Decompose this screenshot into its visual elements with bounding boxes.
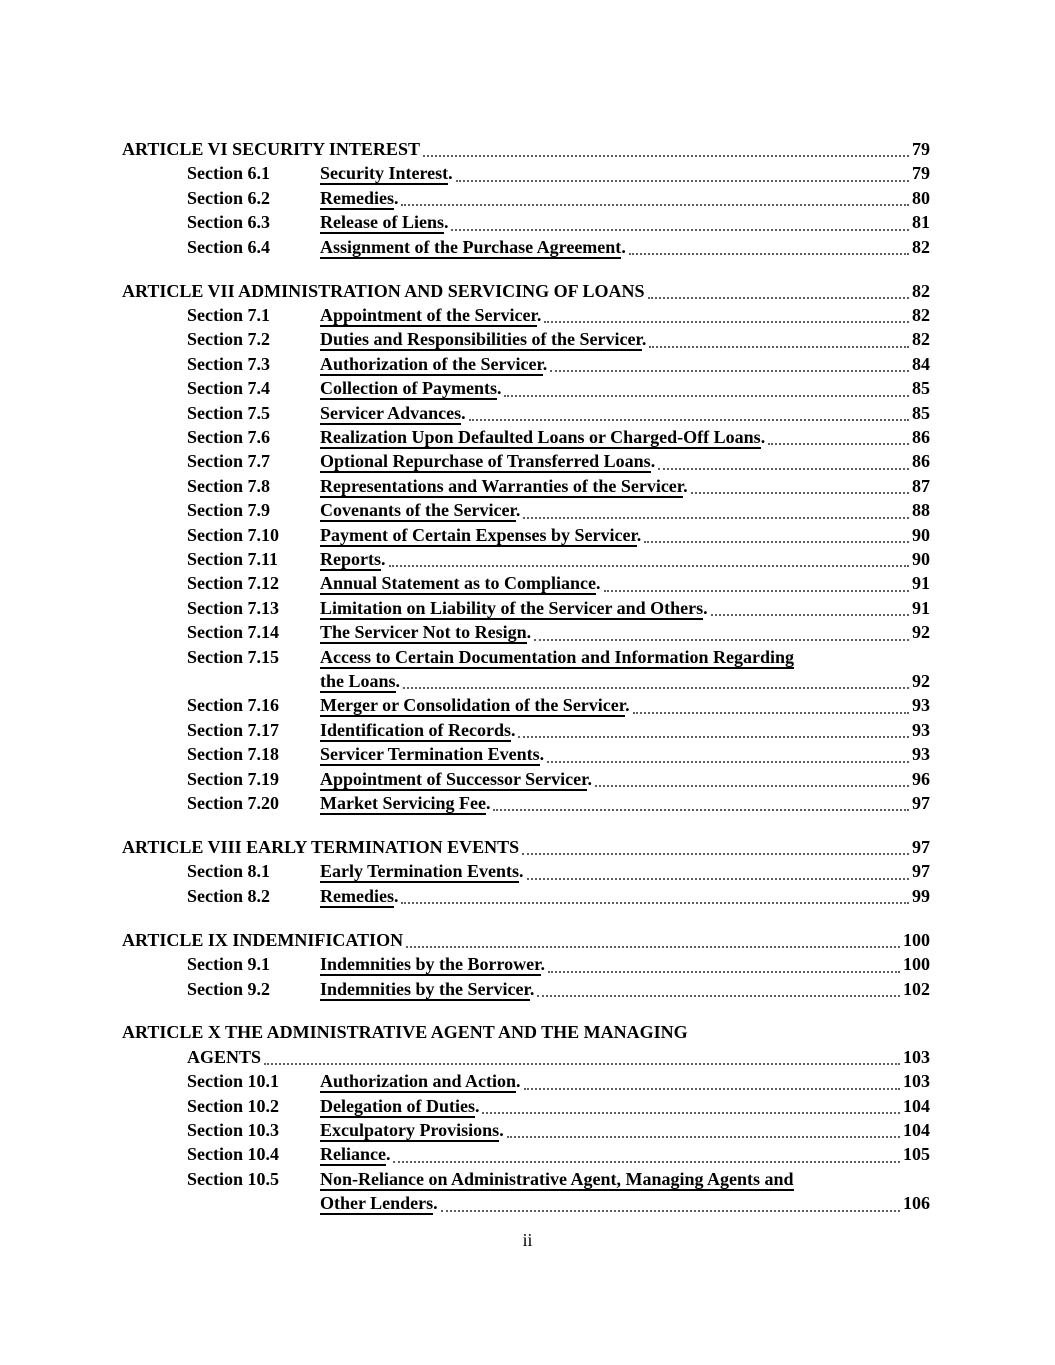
- section-label: Section 9.1: [187, 954, 270, 975]
- dot-leader: [523, 517, 909, 519]
- section-title-text: Non-Reliance on Administrative Agent, Managing Agents and: [320, 1168, 794, 1189]
- dot-leader: [522, 853, 909, 855]
- article-title-line2: AGENTS: [187, 1046, 262, 1067]
- dot-leader: [469, 419, 909, 421]
- toc-section-row: [122, 547, 930, 571]
- section-title: [320, 952, 545, 976]
- section-label: Section 7.4: [187, 378, 270, 399]
- section-title: [320, 742, 544, 766]
- dot-leader: [401, 204, 909, 206]
- section-page-number: 93: [912, 719, 930, 740]
- article-title: ARTICLE VIII EARLY TERMINATION EVENTS: [122, 836, 520, 857]
- title-period: .: [385, 1144, 391, 1165]
- toc-section-row: [122, 352, 930, 376]
- section-label: Section 9.2: [187, 978, 270, 999]
- section-page-number: 82: [912, 236, 930, 257]
- section-title: [320, 1118, 504, 1142]
- section-title-text: Market Servicing Fee: [320, 793, 486, 814]
- title-period: .: [683, 475, 688, 496]
- section-label: Section 8.2: [187, 885, 270, 906]
- section-page-number: 82: [912, 329, 930, 350]
- article-title: ARTICLE VII ADMINISTRATION AND SERVICING OF LOANS: [122, 280, 645, 301]
- title-period: .: [485, 793, 491, 814]
- section-title: [320, 210, 448, 234]
- dot-leader: [507, 1136, 900, 1138]
- section-label-spacer: [187, 669, 320, 693]
- section-title-text: Merger or Consolidation of the Servicer: [320, 695, 626, 716]
- dot-leader: [393, 1161, 900, 1163]
- section-page-number: 91: [912, 573, 930, 594]
- section-title: [320, 571, 601, 595]
- section-page-number: 87: [912, 475, 930, 496]
- section-title: [320, 1191, 438, 1215]
- section-title: [320, 425, 765, 449]
- section-page-number: 100: [903, 954, 930, 975]
- section-title-text: Indemnities by the Servicer: [320, 978, 530, 999]
- toc-section-row: [122, 425, 930, 449]
- dot-leader: [493, 809, 909, 811]
- section-title: [320, 523, 641, 547]
- section-page-number: 86: [912, 451, 930, 472]
- section-title-text: Authorization and Action: [320, 1071, 517, 1092]
- title-period: .: [539, 744, 545, 765]
- toc-section-row: [122, 1094, 930, 1118]
- title-period: .: [510, 719, 516, 740]
- section-page-number: 86: [912, 426, 930, 447]
- dot-leader: [518, 736, 909, 738]
- title-period: .: [515, 500, 521, 521]
- section-page-number: 103: [903, 1071, 930, 1092]
- section-title-text: Appointment of the Servicer: [320, 304, 537, 325]
- toc-section-row: [122, 1142, 930, 1166]
- article-page-number: 97: [912, 836, 930, 857]
- section-title-text: Servicer Termination Events: [320, 744, 540, 765]
- toc-section-row: [122, 693, 930, 717]
- toc-section-row-continued: [122, 1191, 930, 1215]
- dot-leader: [264, 1063, 900, 1065]
- section-page-number: 99: [912, 885, 930, 906]
- section-title-text: Reports: [320, 549, 381, 569]
- section-title-text: Reliance: [320, 1144, 386, 1165]
- toc-section-row: [122, 1069, 930, 1093]
- section-title: [320, 303, 541, 327]
- toc-section-row: [122, 186, 930, 210]
- section-page-number: 106: [903, 1193, 930, 1214]
- section-title: [320, 547, 386, 571]
- section-page-number: 84: [912, 353, 930, 374]
- toc-section-row: [122, 977, 930, 1001]
- section-title-text: Indemnities by the Borrower: [320, 954, 541, 975]
- article-heading-row: [122, 137, 930, 161]
- section-label: Section 7.19: [187, 768, 279, 789]
- section-title: [320, 474, 688, 498]
- toc-section-row: [122, 235, 930, 259]
- section-page-number: 92: [912, 671, 930, 692]
- dot-leader: [648, 297, 909, 299]
- title-period: .: [516, 1071, 521, 1092]
- section-title-text: Release of Liens: [320, 212, 444, 233]
- section-title-text: Collection of Payments: [320, 378, 497, 399]
- section-label: Section 6.3: [187, 212, 270, 233]
- title-period: .: [760, 426, 766, 447]
- section-title: [320, 669, 400, 693]
- section-title-text: Identification of Records: [320, 719, 511, 740]
- section-page-number: 92: [912, 622, 930, 643]
- section-label: Section 7.11: [187, 549, 279, 569]
- toc-section-row: [122, 884, 930, 908]
- section-title-text: Duties and Responsibilities of the Servicer: [320, 329, 642, 350]
- section-page-number: 97: [912, 861, 930, 882]
- title-period: .: [529, 978, 535, 999]
- title-period: .: [650, 451, 656, 472]
- section-label: Section 10.4: [187, 1144, 279, 1165]
- section-title: [320, 327, 646, 351]
- section-label: Section 7.7: [187, 451, 270, 472]
- title-period: .: [526, 622, 532, 643]
- section-label: Section 10.5: [187, 1168, 279, 1189]
- title-period: .: [499, 1120, 504, 1141]
- section-title: [320, 977, 534, 1001]
- section-label: Section 7.15: [187, 646, 279, 667]
- dot-leader: [711, 614, 909, 616]
- dot-leader: [644, 541, 909, 543]
- section-title: [320, 401, 466, 425]
- section-label: Section 7.1: [187, 304, 270, 325]
- dot-leader: [406, 946, 900, 948]
- section-label: Section 7.18: [187, 744, 279, 765]
- section-title: [320, 596, 708, 620]
- article-page-number: 79: [912, 139, 930, 159]
- section-label: Section 7.14: [187, 622, 279, 643]
- title-period: .: [448, 163, 453, 184]
- toc-section-row: [122, 1118, 930, 1142]
- article-heading-row: [122, 1020, 930, 1044]
- section-label: Section 7.5: [187, 402, 270, 423]
- section-title: [320, 376, 501, 400]
- section-label: Section 7.13: [187, 597, 279, 618]
- toc-section-row: [122, 449, 930, 473]
- dot-leader: [482, 1112, 900, 1114]
- section-page-number: 104: [903, 1095, 930, 1116]
- toc-section-row: [122, 596, 930, 620]
- section-label: Section 7.2: [187, 329, 270, 350]
- section-label: Section 7.12: [187, 573, 279, 594]
- title-period: .: [636, 524, 642, 545]
- section-title: [320, 693, 630, 717]
- title-period: .: [496, 378, 502, 399]
- title-period: .: [596, 573, 601, 594]
- toc-list: [122, 137, 930, 1216]
- toc-section-row: [122, 303, 930, 327]
- dot-leader: [401, 902, 909, 904]
- section-title-text: Representations and Warranties of the Servicer: [320, 475, 684, 496]
- section-title: [320, 859, 524, 883]
- section-title: [320, 791, 490, 815]
- toc-section-row: [122, 742, 930, 766]
- toc-section-row: [122, 859, 930, 883]
- title-period: .: [393, 187, 399, 208]
- toc-section-row: [122, 498, 930, 522]
- footer-page-number: ii: [522, 1230, 533, 1250]
- dot-leader: [595, 785, 909, 787]
- section-label: Section 10.3: [187, 1120, 279, 1141]
- section-label: Section 7.6: [187, 426, 270, 447]
- title-period: .: [703, 597, 708, 618]
- section-title-text: Optional Repurchase of Transferred Loans: [320, 451, 651, 472]
- toc-section-row: [122, 327, 930, 351]
- section-label: Section 7.10: [187, 524, 279, 545]
- section-title-text: Authorization of the Servicer: [320, 353, 543, 374]
- section-title-text: Access to Certain Documentation and Information Regarding: [320, 646, 794, 667]
- section-title: [320, 645, 794, 669]
- title-period: .: [443, 212, 449, 233]
- section-title: [320, 1069, 521, 1093]
- section-title-text-line2: Other Lenders: [320, 1193, 434, 1214]
- toc-section-row-continued: [122, 669, 930, 693]
- dot-leader: [451, 229, 909, 231]
- toc-section-row: [122, 401, 930, 425]
- section-title-text: Remedies: [320, 187, 394, 208]
- section-label: Section 6.2: [187, 187, 270, 208]
- section-page-number: 91: [912, 597, 930, 618]
- dot-leader: [504, 395, 909, 397]
- toc-section-row: [122, 718, 930, 742]
- section-title-text: Servicer Advances: [320, 402, 462, 423]
- article-page-number: 82: [912, 280, 930, 301]
- section-title: [320, 449, 655, 473]
- dot-leader: [649, 346, 909, 348]
- section-page-number: 93: [912, 695, 930, 716]
- section-label: Section 7.3: [187, 353, 270, 374]
- section-label: Section 7.8: [187, 475, 270, 496]
- section-page-number: 85: [912, 402, 930, 423]
- dot-leader: [548, 971, 900, 973]
- toc-section-row: [122, 620, 930, 644]
- article-heading-row: [122, 928, 930, 952]
- dot-leader: [423, 155, 909, 157]
- dot-leader: [550, 370, 909, 372]
- section-page-number: 97: [912, 793, 930, 814]
- title-period: .: [621, 236, 626, 257]
- section-title-text: Covenants of the Servicer: [320, 500, 516, 521]
- section-label: Section 8.1: [187, 861, 270, 882]
- section-page-number: 90: [912, 524, 930, 545]
- section-page-number: 80: [912, 187, 930, 208]
- toc-section-row: [122, 791, 930, 815]
- article-page-number: 100: [903, 929, 930, 950]
- article-title: ARTICLE VI SECURITY INTEREST: [122, 139, 420, 159]
- title-period: .: [536, 304, 542, 325]
- section-page-number: 82: [912, 304, 930, 325]
- dot-leader: [389, 565, 910, 567]
- section-label: Section 6.4: [187, 236, 270, 257]
- dot-leader: [658, 468, 909, 470]
- toc-section-row: [122, 645, 930, 669]
- title-period: .: [461, 402, 466, 423]
- section-label: Section 6.1: [187, 163, 270, 184]
- toc-section-row: [122, 571, 930, 595]
- section-title: [320, 1167, 794, 1191]
- dot-leader: [544, 321, 909, 323]
- dot-leader: [629, 253, 909, 255]
- section-page-number: 88: [912, 500, 930, 521]
- section-page-number: 81: [912, 212, 930, 233]
- section-title-text: Early Termination Events: [320, 861, 520, 882]
- section-page-number: 85: [912, 378, 930, 399]
- section-page-number: 102: [903, 978, 930, 999]
- dot-leader: [527, 878, 909, 880]
- title-period: .: [641, 329, 647, 350]
- section-page-number: 93: [912, 744, 930, 765]
- section-title-text: Annual Statement as to Compliance: [320, 573, 597, 594]
- title-period: .: [433, 1193, 438, 1214]
- toc-section-row: [122, 767, 930, 791]
- toc-section-row: [122, 1167, 930, 1191]
- dot-leader: [691, 492, 909, 494]
- title-period: .: [519, 861, 524, 882]
- toc-section-row: [122, 952, 930, 976]
- dot-leader: [537, 995, 900, 997]
- section-title: [320, 1094, 479, 1118]
- article-title: ARTICLE IX INDEMNIFICATION: [122, 929, 404, 950]
- dot-leader: [534, 639, 909, 641]
- section-title: [320, 1142, 390, 1166]
- section-title-text: Realization Upon Defaulted Loans or Charged-Off Loans: [320, 426, 761, 447]
- dot-leader: [547, 761, 909, 763]
- article-heading-row-continued: [122, 1045, 930, 1069]
- dot-leader: [524, 1088, 900, 1090]
- title-period: .: [393, 885, 399, 906]
- section-title-text-line2: the Loans: [320, 671, 396, 692]
- section-page-number: 79: [912, 163, 930, 184]
- title-period: .: [540, 954, 545, 975]
- section-title-text: Assignment of the Purchase Agreement: [320, 236, 622, 257]
- section-title: [320, 884, 398, 908]
- section-title: [320, 767, 592, 791]
- article-page-number: 103: [903, 1046, 930, 1067]
- section-title-text: Delegation of Duties: [320, 1095, 475, 1116]
- section-title-text: The Servicer Not to Resign: [320, 622, 527, 643]
- dot-leader: [441, 1210, 900, 1212]
- section-title-text: Exculpatory Provisions: [320, 1120, 500, 1141]
- section-page-number: 104: [903, 1120, 930, 1141]
- section-title: [320, 718, 515, 742]
- dot-leader: [456, 180, 909, 182]
- section-title-text: Limitation on Liability of the Servicer and Others: [320, 597, 704, 618]
- section-title: [320, 235, 626, 259]
- article-title: ARTICLE X THE ADMINISTRATIVE AGENT AND THE MANAGING: [122, 1022, 688, 1043]
- section-title-text: Appointment of Successor Servicer: [320, 768, 588, 789]
- toc-section-row: [122, 376, 930, 400]
- section-page-number: 105: [903, 1144, 930, 1165]
- dot-leader: [633, 712, 909, 714]
- section-title: [320, 186, 398, 210]
- section-title: [320, 352, 547, 376]
- toc-section-row: [122, 523, 930, 547]
- section-title-text: Remedies: [320, 885, 394, 906]
- section-title-text: Payment of Certain Expenses by Servicer: [320, 524, 637, 545]
- section-title: [320, 620, 531, 644]
- section-label-spacer: [187, 1191, 320, 1215]
- title-period: .: [395, 671, 401, 692]
- dot-leader: [403, 687, 909, 689]
- section-label: Section 10.2: [187, 1095, 279, 1116]
- dot-leader: [604, 590, 909, 592]
- toc-section-row: [122, 161, 930, 185]
- dot-leader: [768, 443, 909, 445]
- section-label: Section 7.17: [187, 719, 279, 740]
- title-period: .: [587, 768, 592, 789]
- title-period: .: [625, 695, 630, 716]
- section-title-text: Security Interest: [320, 163, 449, 184]
- toc-section-row: [122, 474, 930, 498]
- section-label: Section 10.1: [187, 1071, 279, 1092]
- title-period: .: [542, 353, 548, 374]
- title-period: .: [474, 1095, 480, 1116]
- section-title: [320, 161, 453, 185]
- toc-section-row: [122, 210, 930, 234]
- section-page-number: 96: [912, 768, 930, 789]
- section-label: Section 7.9: [187, 500, 270, 521]
- article-heading-row: [122, 279, 930, 303]
- section-label: Section 7.20: [187, 793, 279, 814]
- section-title: [320, 498, 520, 522]
- article-heading-row: [122, 835, 930, 859]
- section-label: Section 7.16: [187, 695, 279, 716]
- title-period: .: [381, 549, 386, 569]
- section-page-number: 90: [912, 549, 930, 569]
